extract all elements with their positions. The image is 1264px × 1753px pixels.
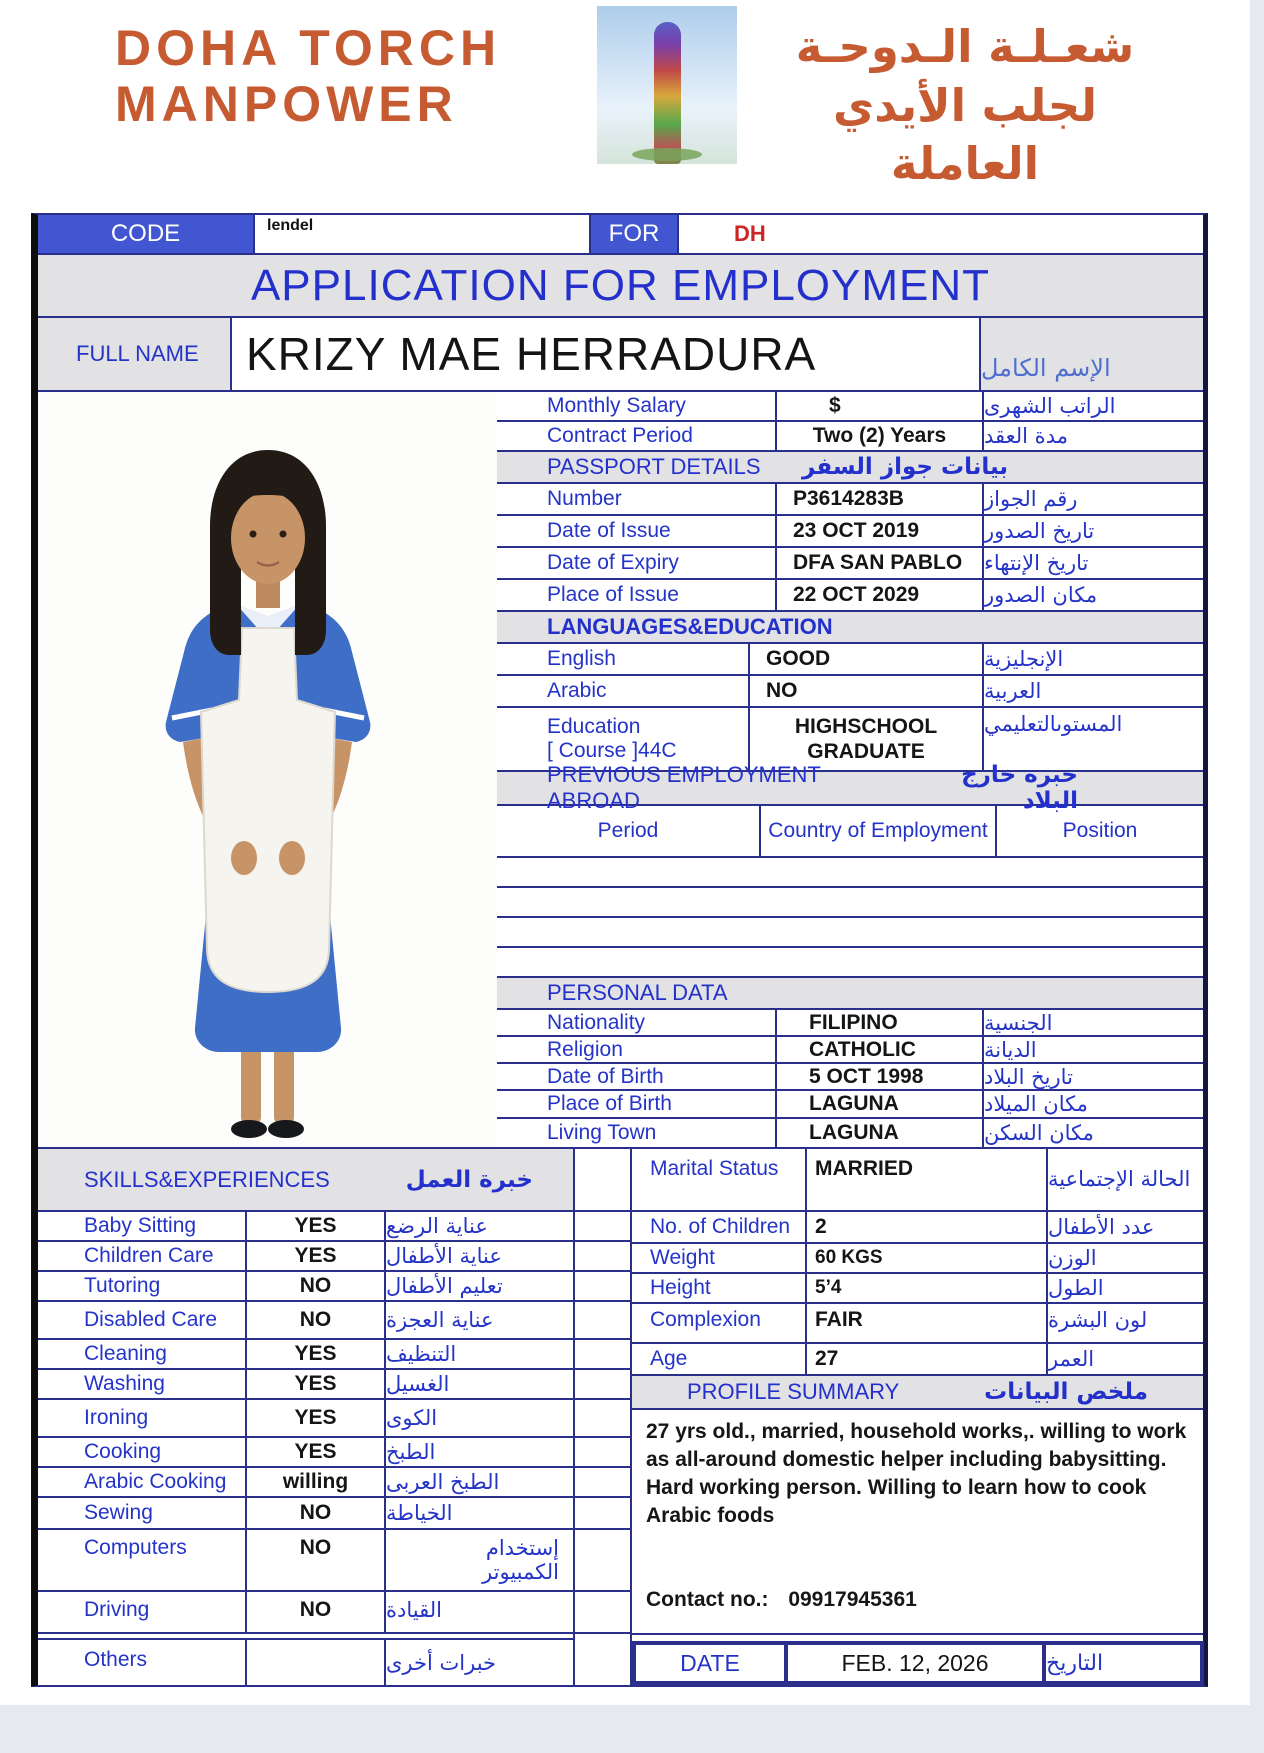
monthly-salary-label: Monthly Salary bbox=[497, 392, 777, 420]
place-of-birth-row bbox=[497, 1091, 1203, 1119]
skills-table bbox=[38, 1149, 575, 1685]
profile-summary-box bbox=[632, 1410, 1203, 1635]
code-label: CODE bbox=[38, 215, 255, 253]
skill-row-sewing: Sewing NO الخياطة bbox=[38, 1498, 573, 1530]
previous-employment-empty-row bbox=[497, 918, 1203, 948]
nationality-row bbox=[497, 1010, 1203, 1037]
code-value-field: lendel bbox=[255, 215, 591, 253]
english-value: GOOD bbox=[750, 644, 984, 674]
date-of-birth-row bbox=[497, 1064, 1203, 1091]
marital-status-label: Marital Status bbox=[632, 1149, 807, 1210]
passport-section-header bbox=[497, 452, 1203, 484]
date-of-birth-label-arabic: تاريخ البلاد bbox=[984, 1064, 1073, 1089]
date-of-expiry-row bbox=[497, 548, 1203, 580]
profile-summary-title: PROFILE SUMMARY bbox=[687, 1379, 900, 1404]
languages-section-title: LANGUAGES&EDUCATION bbox=[547, 614, 833, 639]
upper-body bbox=[38, 392, 1203, 1149]
religion-label: Religion bbox=[497, 1037, 777, 1062]
company-name-arabic bbox=[755, 18, 1175, 194]
place-of-issue-label: Place of Issue bbox=[497, 580, 777, 610]
living-town-value: LAGUNA bbox=[777, 1119, 984, 1147]
skill-row-computers: Computers NO إستخدام الكمبيوتر bbox=[38, 1530, 573, 1592]
letterhead bbox=[0, 0, 1250, 195]
contract-period-row bbox=[497, 422, 1203, 452]
passport-number-row bbox=[497, 484, 1203, 516]
previous-employment-section-header bbox=[497, 762, 1203, 814]
skills-title: SKILLS&EXPERIENCES bbox=[84, 1166, 330, 1192]
applicant-photo bbox=[38, 392, 497, 1147]
date-row bbox=[632, 1641, 1204, 1685]
monthly-salary-row bbox=[497, 392, 1203, 422]
full-name-label: FULL NAME bbox=[38, 318, 232, 390]
gap-column bbox=[575, 1149, 632, 1685]
skill-row-others: Others خبرات أخرى bbox=[38, 1640, 573, 1685]
nationality-value: FILIPINO bbox=[777, 1010, 984, 1035]
children-count-row: No. of Children 2 عدد الأطفال bbox=[632, 1212, 1203, 1244]
monthly-salary-value: $ bbox=[777, 392, 984, 420]
contract-period-label-arabic: مدة العقد bbox=[984, 424, 1068, 448]
skills-title-arabic: خبرة العمل bbox=[405, 1166, 533, 1193]
nationality-label-arabic: الجنسية bbox=[984, 1010, 1053, 1035]
living-town-row bbox=[497, 1119, 1203, 1147]
monthly-salary-label-arabic: الراتب الشهرى bbox=[984, 394, 1116, 418]
complexion-row: Complexion FAIR لون البشرة bbox=[632, 1304, 1203, 1344]
physical-data-table bbox=[632, 1149, 1203, 1685]
date-label: DATE bbox=[636, 1645, 788, 1681]
passport-number-label: Number bbox=[497, 484, 777, 514]
religion-value: CATHOLIC bbox=[777, 1037, 984, 1062]
date-of-issue-row bbox=[497, 516, 1203, 548]
form-title: APPLICATION FOR EMPLOYMENT bbox=[38, 255, 1203, 318]
application-form bbox=[31, 213, 1208, 1687]
skill-row-cleaning: Cleaning YES التنظيف bbox=[38, 1340, 573, 1370]
english-row bbox=[497, 644, 1203, 676]
column-period: Period bbox=[497, 806, 761, 856]
place-of-birth-value: LAGUNA bbox=[777, 1091, 984, 1117]
skill-row-driving: Driving NO القيادة bbox=[38, 1592, 573, 1634]
passport-number-value: P3614283B bbox=[777, 484, 984, 514]
place-of-issue-row bbox=[497, 580, 1203, 612]
skill-row-cooking: Cooking YES الطبخ bbox=[38, 1438, 573, 1468]
for-label: FOR bbox=[591, 215, 679, 253]
height-row: Height 5’4 الطول bbox=[632, 1274, 1203, 1304]
religion-label-arabic: الديانة bbox=[984, 1037, 1037, 1062]
skill-row-arabic-cooking: Arabic Cooking willing الطبخ العربى bbox=[38, 1468, 573, 1498]
nationality-label: Nationality bbox=[497, 1010, 777, 1035]
age-row: Age 27 العمر bbox=[632, 1344, 1203, 1376]
date-of-birth-value: 5 OCT 1998 bbox=[777, 1064, 984, 1089]
personal-data-title: PERSONAL DATA bbox=[547, 980, 728, 1005]
company-name-line1: DOHA TORCH bbox=[115, 20, 502, 76]
full-name-label-arabic: الإسم الكامل bbox=[981, 318, 1203, 390]
passport-section-title: PASSPORT DETAILS bbox=[547, 454, 761, 479]
company-name-line2: MANPOWER bbox=[115, 76, 458, 132]
date-label-arabic: التاريخ bbox=[1046, 1650, 1104, 1676]
weight-row: Weight 60 KGS الوزن bbox=[632, 1244, 1203, 1274]
profile-summary-header bbox=[632, 1376, 1203, 1410]
education-value: HIGHSCHOOL GRADUATE bbox=[750, 708, 984, 770]
place-of-birth-label: Place of Birth bbox=[497, 1091, 777, 1117]
date-of-issue-value: 23 OCT 2019 bbox=[777, 516, 984, 546]
previous-employment-empty-row bbox=[497, 948, 1203, 978]
passport-number-label-arabic: رقم الجواز bbox=[984, 487, 1078, 511]
column-position: Position bbox=[1062, 819, 1138, 842]
date-of-expiry-label-arabic: تاريخ الإنتهاء bbox=[984, 551, 1089, 575]
date-of-expiry-value: DFA SAN PABLO bbox=[777, 548, 984, 578]
code-row bbox=[38, 215, 1203, 255]
date-of-birth-label: Date of Birth bbox=[497, 1064, 777, 1089]
skill-row-washing: Washing YES الغسيل bbox=[38, 1370, 573, 1400]
contact-label: Contact no.: bbox=[646, 1587, 769, 1611]
living-town-label-arabic: مكان السكن bbox=[984, 1121, 1094, 1145]
column-country: Country of Employment bbox=[761, 806, 997, 856]
living-town-label: Living Town bbox=[497, 1119, 777, 1147]
upper-data-column bbox=[497, 392, 1203, 1147]
languages-section-header bbox=[497, 612, 1203, 644]
place-of-issue-label-arabic: مكان الصدور bbox=[984, 583, 1098, 607]
date-of-issue-label-arabic: تاريخ الصدور bbox=[984, 519, 1095, 543]
skill-row-disabled-care: Disabled Care NO عناية العجزة bbox=[38, 1302, 573, 1340]
company-name-arabic-line1: شعـلـة الـدوحـة bbox=[795, 20, 1135, 73]
company-name bbox=[115, 20, 501, 132]
previous-employment-empty-row bbox=[497, 858, 1203, 888]
education-label: Education [ Course ]44C bbox=[497, 708, 750, 770]
contact-line bbox=[646, 1588, 1191, 1612]
profile-summary-text: 27 yrs old., married, household works,. willing to work as all-around domestic helper including babysitting. Hard working person. Willing to learn how to cook Arabic foods bbox=[646, 1420, 1187, 1527]
date-of-issue-label: Date of Issue bbox=[497, 516, 777, 546]
for-value-field: DH bbox=[734, 221, 766, 246]
english-label: English bbox=[497, 644, 750, 674]
skill-row-children-care: Children Care YES عناية الأطفال bbox=[38, 1242, 573, 1272]
skill-row-tutoring: Tutoring NO تعليم الأطفال bbox=[38, 1272, 573, 1302]
contract-period-value: Two (2) Years bbox=[777, 422, 984, 450]
marital-status-value: MARRIED bbox=[807, 1149, 1048, 1210]
arabic-label: Arabic bbox=[497, 676, 750, 706]
skill-row-baby-sitting: Baby Sitting YES عناية الرضع bbox=[38, 1212, 573, 1242]
place-of-birth-label-arabic: مكان الميلاد bbox=[984, 1092, 1088, 1116]
applicant-figure bbox=[38, 392, 497, 1147]
contact-value: 09917945361 bbox=[788, 1587, 917, 1611]
skill-row-ironing: Ironing YES الكوى bbox=[38, 1400, 573, 1438]
lower-body bbox=[38, 1149, 1203, 1685]
arabic-row bbox=[497, 676, 1203, 708]
personal-data-section-header bbox=[497, 978, 1203, 1010]
place-of-issue-value: 22 OCT 2029 bbox=[777, 580, 984, 610]
torch-tower-icon bbox=[597, 6, 737, 164]
full-name-row bbox=[38, 318, 1203, 392]
marital-status-label-arabic: الحالة الإجتماعية bbox=[1048, 1167, 1191, 1192]
english-label-arabic: الإنجليزية bbox=[984, 647, 1064, 671]
education-label-arabic: المستوىالتعليمي bbox=[984, 712, 1123, 736]
previous-employment-empty-row bbox=[497, 888, 1203, 918]
full-name-value: KRIZY MAE HERRADURA bbox=[232, 318, 981, 390]
skills-section-header bbox=[38, 1149, 573, 1212]
date-value: FEB. 12, 2026 bbox=[788, 1645, 1046, 1681]
profile-summary-title-arabic: ملخص البيانات bbox=[984, 1379, 1148, 1405]
previous-employment-columns bbox=[497, 806, 1203, 858]
passport-section-title-arabic: بيانات جواز السفر bbox=[802, 454, 1008, 480]
previous-employment-title: PREVIOUS EMPLOYMENT ABROAD bbox=[547, 762, 821, 813]
date-of-expiry-label: Date of Expiry bbox=[497, 548, 777, 578]
company-name-arabic-line2: لجلب الأيدي العاملة bbox=[832, 78, 1098, 190]
marital-status-row bbox=[632, 1149, 1203, 1212]
arabic-label-arabic: العربية bbox=[984, 679, 1042, 703]
contract-period-label: Contract Period bbox=[497, 422, 777, 450]
arabic-value: NO bbox=[750, 676, 984, 706]
previous-employment-title-arabic: خبرة خارج البلاد bbox=[961, 762, 1078, 814]
religion-row bbox=[497, 1037, 1203, 1064]
